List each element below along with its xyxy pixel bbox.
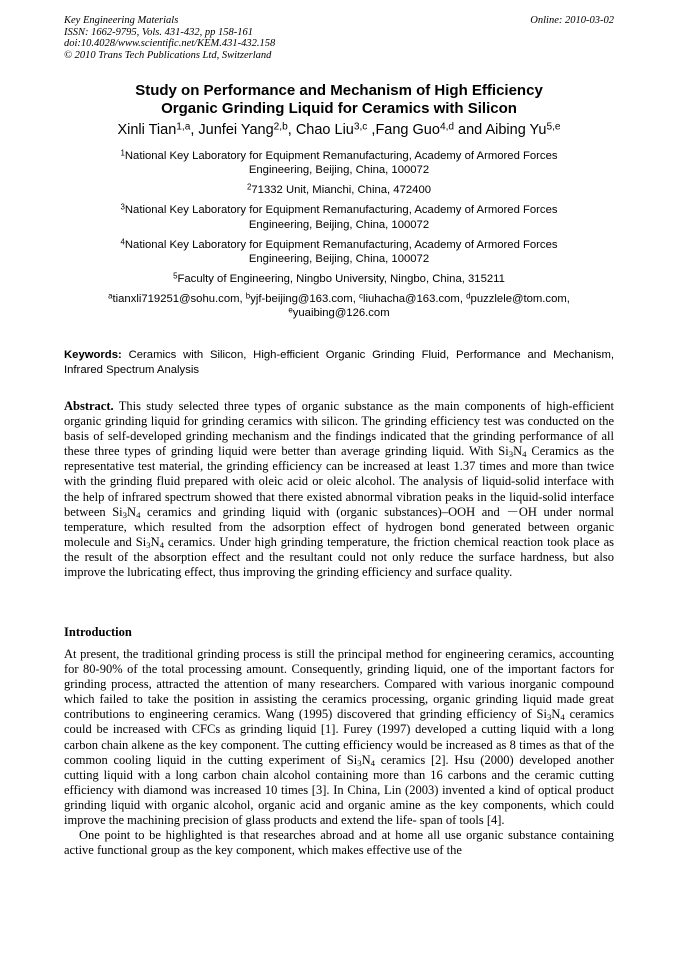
online-date: Online: 2010-03-02 [530, 15, 614, 26]
author-affiliation-mark: 3,c [353, 121, 368, 133]
email-mark: b [245, 291, 251, 301]
email-mark: c [359, 291, 363, 301]
author-separator: , [190, 122, 199, 138]
doi-line[interactable]: doi:10.4028/www.scientific.net/KEM.431-432.158 [64, 38, 276, 50]
introduction-body [64, 647, 614, 858]
subscript: 3 [357, 757, 362, 768]
abstract-body [64, 399, 614, 579]
email-separator: , [566, 292, 570, 305]
affiliations [64, 149, 614, 326]
email-address[interactable]: yjf-beijing@163.com [250, 292, 353, 305]
issn-line: ISSN: 1662-9795, Vols. 431-432, pp 158-161 [64, 26, 253, 38]
subscript: 4 [136, 509, 141, 520]
email-mark: d [466, 291, 471, 301]
keywords-text: Ceramics with Silicon, High-efficient Organic Grinding Fluid, Performance and Mechanism, Infrared Spectrum Analysis [64, 349, 615, 376]
text-run: ceramics and grinding liquid with (organic substances)–OOH and －OH under normal temperature, which resulted from the adsorption effect of hydrogen bond generated between organic molecule and Si [64, 504, 614, 549]
keywords [64, 348, 614, 377]
email-address[interactable]: yuaibing@126.com [292, 307, 390, 320]
journal-name: Key Engineering Materials [64, 15, 179, 26]
author-affiliation-mark: 5,e [546, 121, 561, 133]
subscript: 4 [370, 757, 376, 768]
intro-paragraph-2: One point to be highlighted is that researches abroad and at home all use organic substance containing active functional group as the key component, which makes effective use of the [64, 828, 614, 858]
author-name: Junfei Yang [198, 122, 274, 138]
author-list [64, 121, 614, 139]
text-run: ceramics [2]. Hsu (2000) developed another cutting liquid with a long carbon chain alcohol containing more than 16 carbons and the ceramic cutting efficiency with diamond was increased 10 times [3]. In China, Lin (2003) invented a kind of optical product grinding liquid with organic alcohol, organic acid and organic amine as the key components, which could improve the machining precision of glass products and extend the life- span of tools [4]. [64, 752, 614, 828]
text-run: N [513, 444, 523, 459]
affiliation-5: $^5$Faculty of Engineering, Ningbo University, Ningbo, China, 315211 [173, 271, 505, 285]
author-separator: , [287, 122, 296, 138]
author-affiliation-mark: 2,b [273, 121, 288, 133]
subscript: 3 [546, 712, 552, 723]
subscript: 3 [146, 539, 151, 550]
text-run: N [127, 504, 137, 519]
text-run: N [150, 534, 160, 549]
affiliation-4: $^4$National Key Laboratory for Equipment Remanufacturing, Academy of Armored Forces Engineering, Beijing, China, 100072 [120, 236, 558, 265]
author-name: Xinli Tian [117, 122, 177, 138]
journal-header [64, 15, 275, 61]
text-run: This study selected three types of organic substance as the main components of high-efficient organic grinding liquid for grinding ceramics with silicon. The grinding efficiency test was conducted on the basis of self-developed grinding mechanism and the findings indicated that the grinding performance of all these three types of grinding liquid were better than average grinding liquid. With Si [64, 399, 614, 459]
email-separator: , [459, 292, 467, 305]
subscript: 4 [522, 449, 527, 460]
author-name: Fang Guo [375, 122, 440, 138]
introduction-heading: Introduction [64, 625, 132, 639]
email-address[interactable]: liuhacha@163.com [362, 292, 460, 305]
abstract [64, 399, 614, 580]
title-line-1: Study on Performance and Mechanism of High Efficiency [135, 82, 543, 99]
author-separator: and [454, 122, 486, 138]
text-run: At present, the traditional grinding process is still the principal method for engineering ceramics, accounting for 80-90% of the total processing amount. Consequently, grinding liquid, one of the important factors for grinding process, attracted the attention of many researchers. Compared with various inorganic compound which failed to take the position in assisting the ceramics processing, organic grinding liquid made great contributions to engineering ceramics. Wang (1995) discovered that grinding efficiency of Si [64, 647, 614, 722]
keywords-label: Keywords: [64, 349, 122, 361]
affiliation-2: $^2$71332 Unit, Mianchi, China, 472400 [246, 182, 432, 197]
email-separator: , [352, 292, 360, 305]
author-affiliation-mark: 1,a [176, 121, 191, 133]
email-mark: a [108, 291, 113, 301]
subscript: 4 [560, 712, 565, 723]
subscript: 3 [122, 509, 128, 520]
email-mark: e [288, 305, 293, 315]
title-line-2: Organic Grinding Liquid for Ceramics with Silicon [161, 100, 517, 117]
subscript: 4 [159, 539, 164, 550]
subscript: 3 [508, 449, 514, 460]
copyright-line: © 2010 Trans Tech Publications Ltd, Switzerland [64, 49, 272, 61]
text-run: ceramics. Under high grinding temperature, the friction chemical reaction took place as the result of the absorption effect and the resultant could not only reduce the surface hardness, but also improve the lubricating effect, thus improving the grinding efficiency and surface quality. [64, 534, 614, 580]
affiliation-1: $^1$National Key Laboratory for Equipment Remanufacturing, Academy of Armored Forces Engineering, Beijing, China, 100072 [120, 148, 558, 177]
text-run: N [551, 707, 561, 722]
text-run: Ceramics as the representative test material, the grinding efficiency can be increased at least 1.37 times and more than twice with the grinding fluid prepared with oleic acid or oleic alcohol. The analysis of liquid-solid interface with the help of infrared spectrum showed that there existed abnormal vibration peaks in the liquid-solid interface between Si [64, 444, 615, 519]
abstract-label: Abstract. [64, 399, 114, 413]
author-name: Aibing Yu [485, 122, 547, 138]
paper-title [64, 82, 614, 118]
author-separator: , [367, 122, 376, 138]
email-address[interactable]: puzzlele@tom.com [470, 292, 567, 305]
affiliation-3: $^3$National Key Laboratory for Equipment Remanufacturing, Academy of Armored Forces Engineering, Beijing, China, 100072 [120, 202, 558, 231]
email-separator: , [239, 292, 246, 305]
author-name: Chao Liu [295, 122, 354, 138]
email-list [64, 292, 614, 321]
intro-paragraph-1 [64, 647, 614, 828]
text-run: N [361, 752, 371, 767]
author-affiliation-mark: 4,d [439, 121, 455, 133]
text-run: ceramics could be increased with CFCs as grinding liquid [1]. Furey (1997) developed a cutting liquid with a long carbon chain alkene as the key component. The cutting efficiency would be increased as 8 times as that of the common cooling liquid in the cutting experiment of Si [64, 707, 614, 767]
email-address[interactable]: tianxli719251@sohu.com [112, 292, 240, 305]
